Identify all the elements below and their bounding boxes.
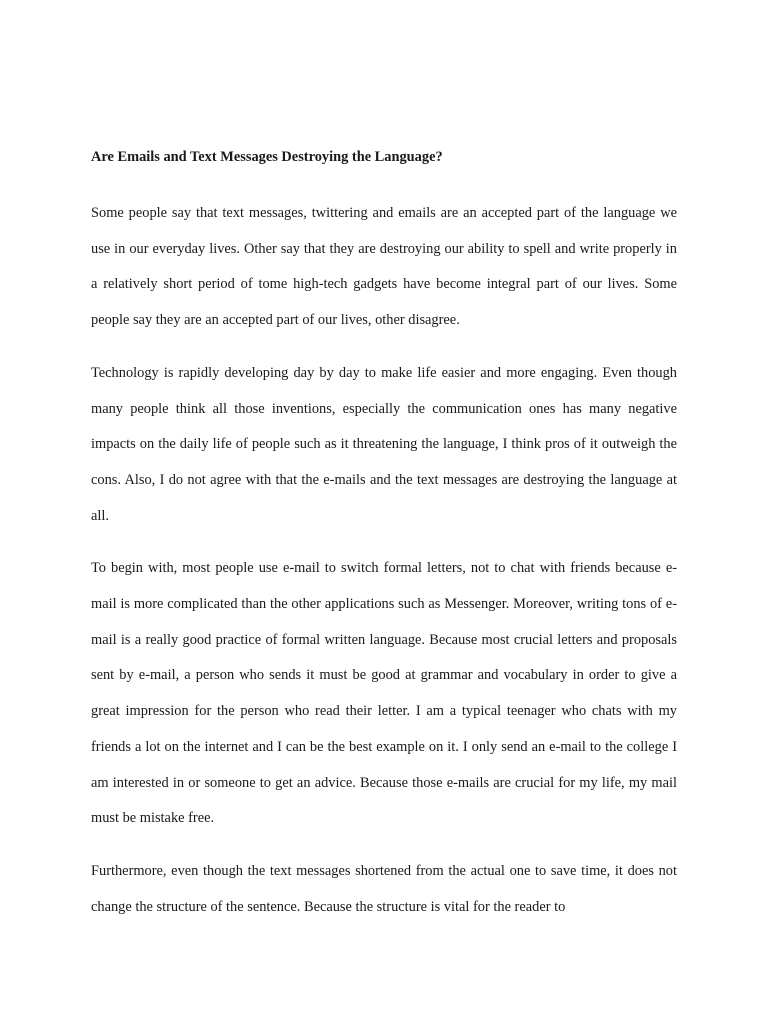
- document-title: Are Emails and Text Messages Destroying the Language?: [91, 149, 443, 165]
- paragraph-email-argument: To begin with, most people use e-mail to switch formal letters, not to chat with friends because e-mail is more complicated than the other applications such as Messenger. Moreover, writing tons of e-mail is a really good practice of formal written language. Because most crucial letters and proposals sent by e-mail, a person who sends it must be good at grammar and vocabulary in order to give a great impression for the person who read their letter. I am a typical teenager who chats with my friends a lot on the internet and I can be the best example on it. I only send an e-mail to the college I am interested in or someone to get an advice. Because those e-mails are crucial for my life, my mail must be mistake free.: [91, 560, 677, 827]
- paragraph-text-message-argument: Furthermore, even though the text messages shortened from the actual one to save time, it does not change the structure of the sentence. Because the structure is vital for the reader to: [91, 862, 677, 915]
- document-body: [91, 147, 677, 925]
- paragraph-intro: Some people say that text messages, twittering and emails are an accepted part of the language we use in our everyday lives. Other say that they are destroying our ability to spell and write properly in a relatively short period of tome high-tech gadgets have become integral part of our lives. Some people say they are an accepted part of our lives, other disagree.: [91, 205, 677, 329]
- paragraph-thesis: Technology is rapidly developing day by day to make life easier and more engaging. Even though many people think all those inventions, especially the communication ones has many negative impacts on the daily life of people such as it threatening the language, I think pros of it outweigh the cons. Also, I do not agree with that the e-mails and the text messages are destroying the language at all.: [91, 364, 677, 524]
